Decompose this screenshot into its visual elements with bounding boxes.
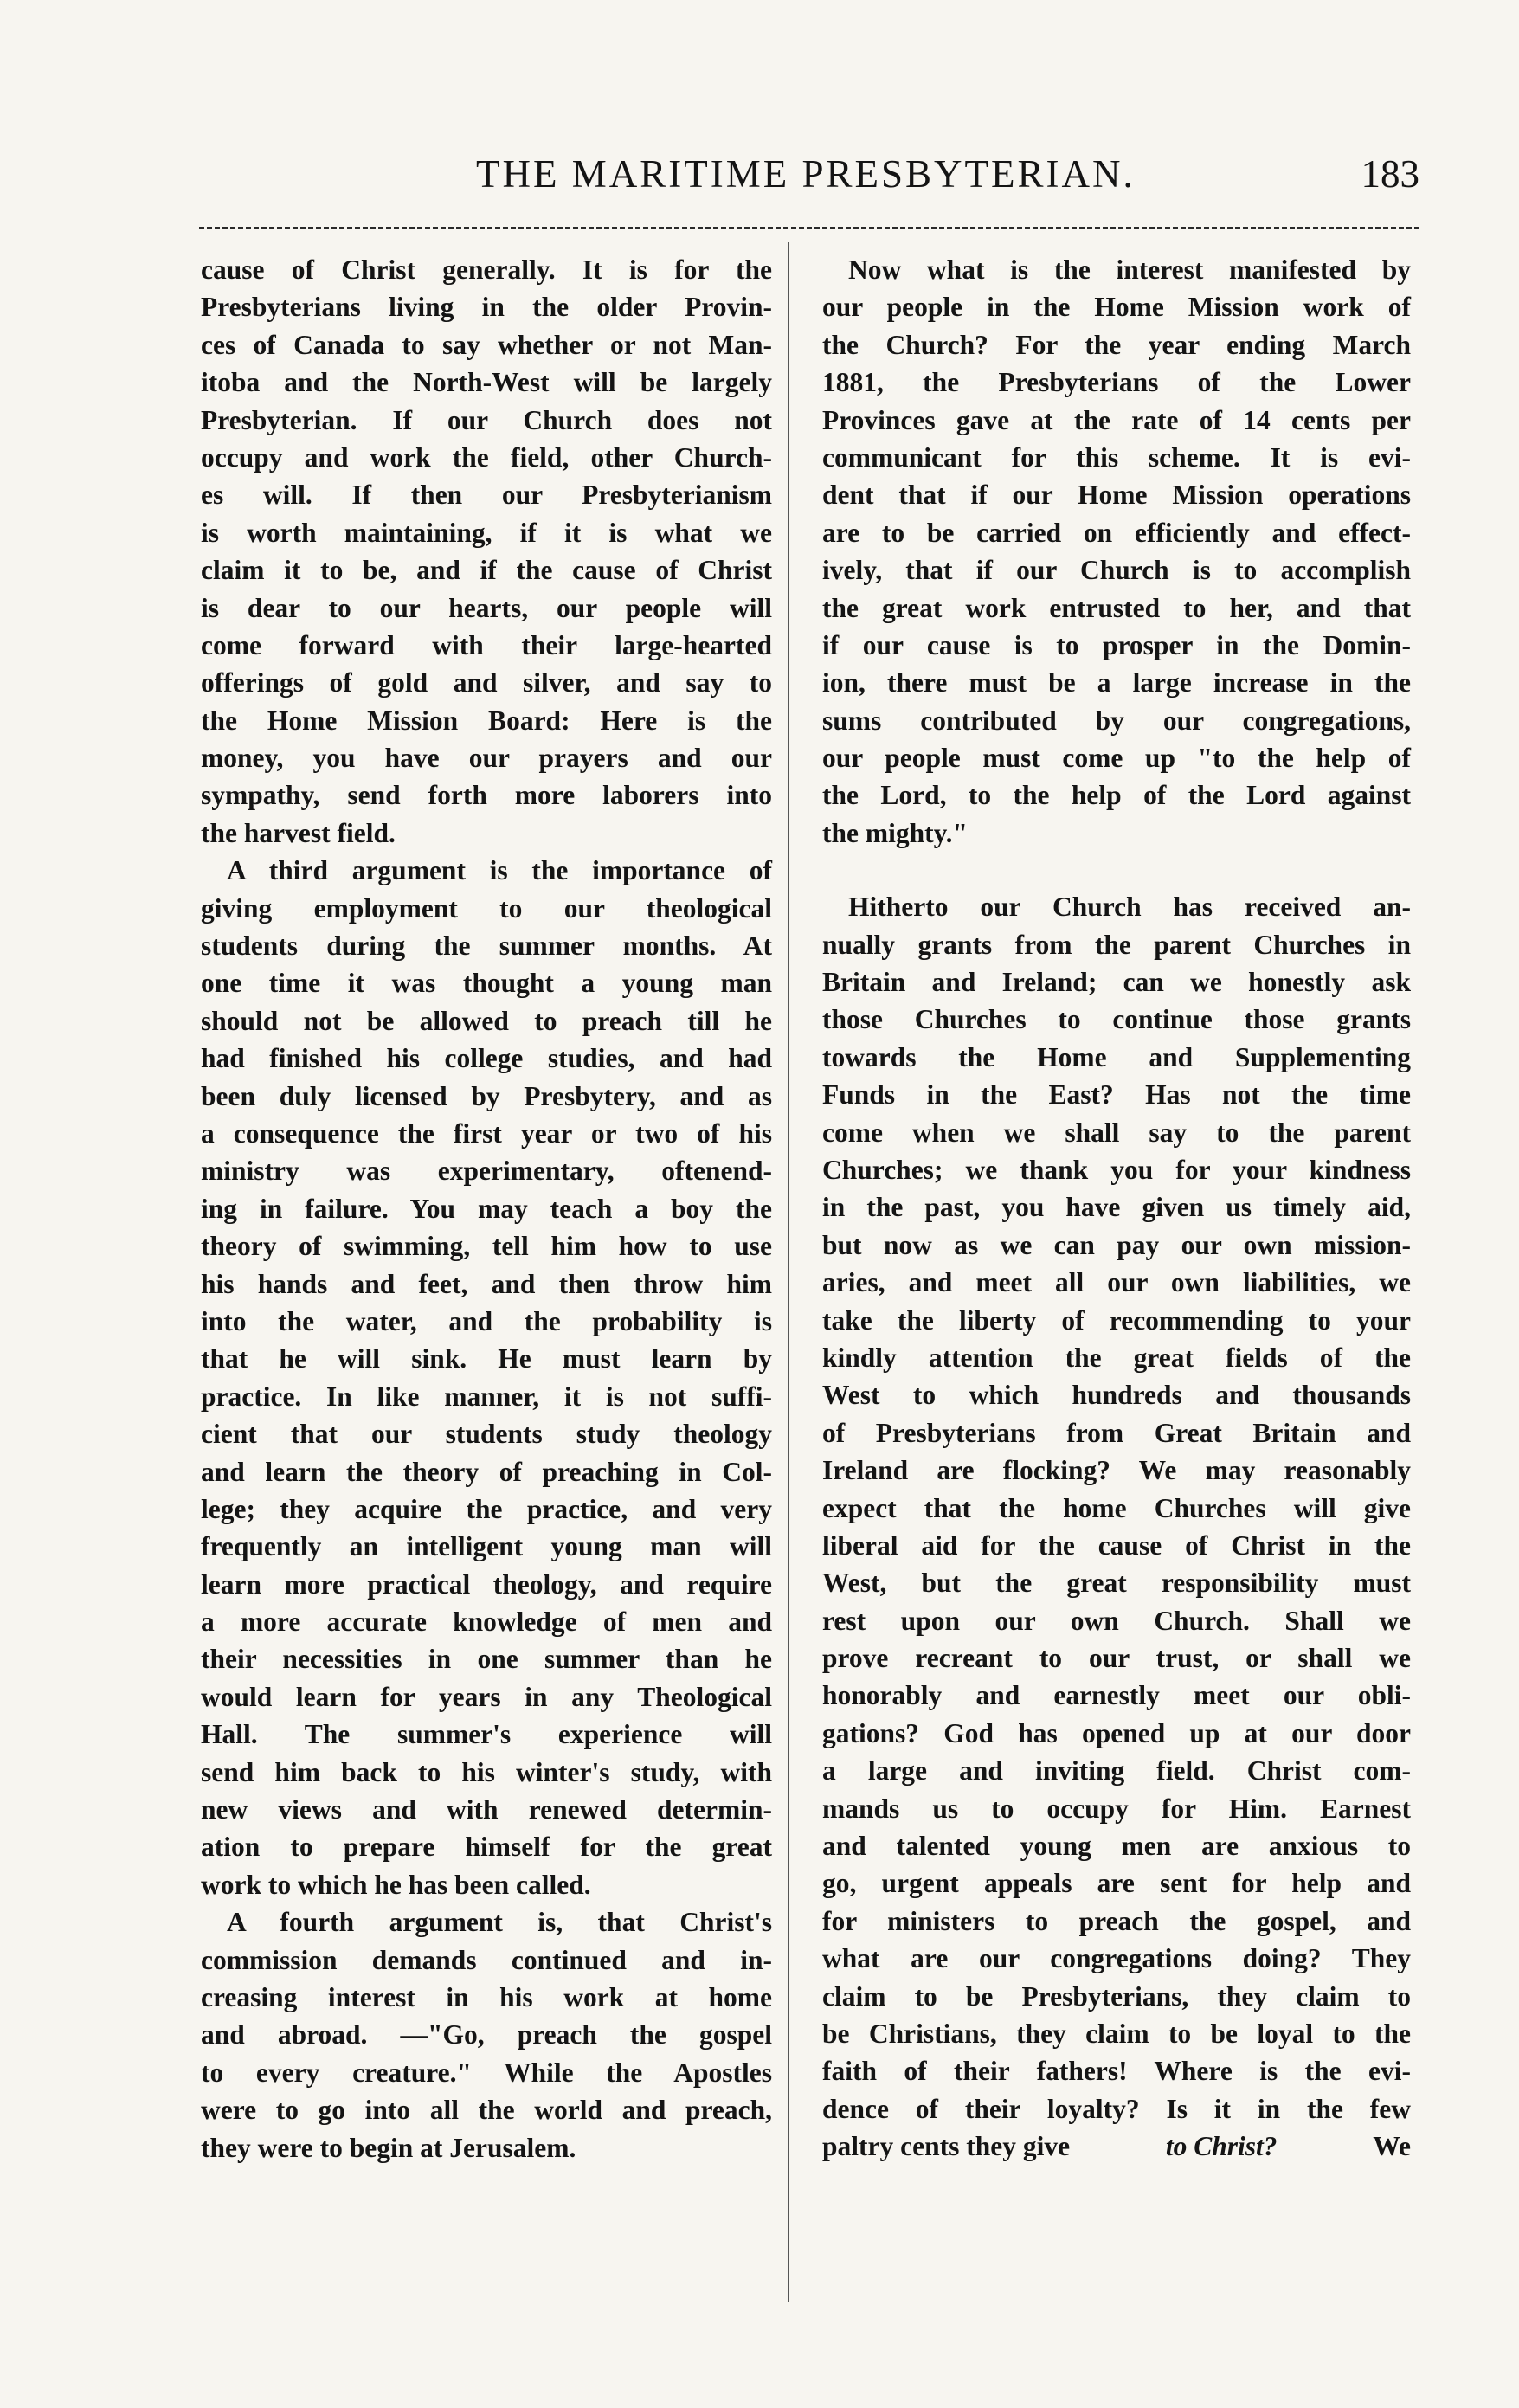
text-line: occupy and work the field, other Church- (201, 441, 772, 473)
text-line: the harvest field. (201, 817, 396, 848)
running-title: THE MARITIME PRESBYTERIAN. (476, 152, 1136, 196)
text-line: Presbyterian. If our Church does not (201, 404, 772, 435)
text-line: Now what is the interest manifested by (848, 254, 1411, 285)
text-line: their necessities in one summer than he (201, 1644, 772, 1675)
text-line: itoba and the North-West will be largely (201, 367, 772, 398)
text-line: communicant for this scheme. It is evi- (822, 441, 1411, 473)
text-line: they were to begin at Jerusalem. (201, 2132, 576, 2163)
text-line: West, but the great responsibility must (822, 1568, 1411, 1599)
text-line: his hands and feet, and then throw him (201, 1268, 772, 1299)
text-line: prove recreant to our trust, or shall we (822, 1643, 1411, 1674)
text-line: Provinces gave at the rate of 14 cents per (822, 404, 1411, 435)
text-line: the mighty." (822, 817, 968, 848)
text-line: ively, that if our Church is to accomplish (822, 555, 1411, 586)
text-line: into the water, and the probability is (201, 1305, 772, 1336)
text-line: students during the summer months. At (201, 930, 772, 962)
text-line: in the past, you have given us timely aid, (822, 1192, 1411, 1223)
text-line: if our cause is to prosper in the Domin- (822, 629, 1411, 660)
left-column (201, 251, 772, 2167)
text-line: sympathy, send forth more laborers into (201, 780, 772, 811)
text-line: what are our congregations doing? They (822, 1943, 1411, 1974)
text-line: the great work entrusted to her, and that (822, 592, 1411, 623)
text-line: ing in failure. You may teach a boy the (201, 1193, 772, 1224)
text-line: those Churches to continue those grants (822, 1004, 1411, 1035)
text-line: creasing interest in his work at home (201, 1981, 772, 2012)
text-line: sums contributed by our congregations, (822, 705, 1411, 736)
text-line: a consequence the first year or two of his (201, 1117, 772, 1149)
text-line: ces of Canada to say whether or not Man- (201, 329, 772, 360)
text-line: our people must come up "to the help of (822, 743, 1411, 774)
text-line: take the liberty of recommending to your (822, 1304, 1411, 1336)
text-line: learn more practical theology, and require (201, 1568, 772, 1600)
text-line: ation to prepare himself for the great (201, 1832, 772, 1863)
text-line: of Presbyterians from Great Britain and (822, 1417, 1411, 1448)
text-line: expect that the home Churches will give (822, 1492, 1411, 1523)
text-line: is worth maintaining, if it is what we (201, 517, 772, 548)
text-line: dent that if our Home Mission operations (822, 480, 1411, 511)
text-line: Ireland are flocking? We may reasonably (822, 1455, 1411, 1486)
text-line: the Church? For the year ending March (822, 329, 1411, 360)
text-line: mands us to occupy for Him. Earnest (822, 1793, 1411, 1824)
final-line-end: We (1373, 2131, 1411, 2162)
header-rule (199, 227, 1419, 229)
text-line: one time it was thought a young man (201, 968, 772, 999)
text-line: are to be carried on efficiently and effect- (822, 517, 1411, 548)
text-line: come when we shall say to the parent (822, 1117, 1411, 1148)
text-line: send him back to his winter's study, with (201, 1756, 772, 1787)
text-line: commission demands continued and in- (201, 1944, 772, 1975)
text-line: a large and inviting field. Christ com- (822, 1755, 1411, 1787)
text-line: cause of Christ generally. It is for the (201, 254, 772, 285)
text-line: rest upon our own Church. Shall we (822, 1605, 1411, 1636)
text-line: claim to be Presbyterians, they claim to (822, 1980, 1411, 2012)
text-line: come forward with their large-hearted (201, 629, 772, 660)
text-line: practice. In like manner, it is not suffi- (201, 1381, 772, 1412)
text-line: lege; they acquire the practice, and very (201, 1493, 772, 1524)
text-line: giving employment to our theological (201, 892, 772, 924)
text-line: kindly attention the great fields of the (822, 1342, 1411, 1373)
right-column (822, 251, 1411, 2166)
text-line: our people in the Home Mission work of (822, 292, 1411, 323)
text-line: gations? God has opened up at our door (822, 1717, 1411, 1748)
text-line: West to which hundreds and thousands (822, 1380, 1411, 1411)
text-line: Presbyterians living in the older Provin- (201, 292, 772, 323)
text-line: liberal aid for the cause of Christ in the (822, 1529, 1411, 1561)
text-line: claim it to be, and if the cause of Christ (201, 555, 772, 586)
text-line: money, you have our prayers and our (201, 743, 772, 774)
text-line: 1881, the Presbyterians of the Lower (822, 367, 1411, 398)
text-line: aries, and meet all our own liabilities, we (822, 1267, 1411, 1298)
text-line: a more accurate knowledge of men and (201, 1606, 772, 1638)
text-line: cient that our students study theology (201, 1419, 772, 1450)
text-line: ministry was experimentary, oftenend- (201, 1156, 772, 1187)
text-line: Hall. The summer's experience will (201, 1719, 772, 1750)
text-line: A fourth argument is, that Christ's (227, 1907, 772, 1938)
text-line: es will. If then our Presbyterianism (201, 480, 772, 511)
text-line: to every creature." While the Apostles (201, 2057, 772, 2088)
text-line: the Home Mission Board: Here is the (201, 705, 772, 736)
text-line: but now as we can pay our own mission- (822, 1229, 1411, 1260)
text-line: go, urgent appeals are sent for help and (822, 1868, 1411, 1899)
final-line-italic: to Christ? (1165, 2131, 1278, 2162)
text-line: new views and with renewed determin- (201, 1794, 772, 1825)
text-line: and talented young men are anxious to (822, 1831, 1411, 1862)
text-line: and learn the theory of preaching in Col- (201, 1456, 772, 1487)
text-line: Hitherto our Church has received an- (848, 892, 1411, 923)
text-line: the Lord, to the help of the Lord against (822, 780, 1411, 811)
text-line: for ministers to preach the gospel, and (822, 1905, 1411, 1936)
text-line: were to go into all the world and preach, (201, 2095, 772, 2126)
text-line: frequently an intelligent young man will (201, 1531, 772, 1562)
text-line: that he will sink. He must learn by (201, 1343, 772, 1375)
text-line: A third argument is the importance of (227, 855, 772, 886)
text-line: be Christians, they claim to be loyal to the (822, 2018, 1411, 2049)
final-line-start: paltry cents they give (822, 2131, 1071, 2162)
text-line: nually grants from the parent Churches in (822, 929, 1411, 960)
text-line: had finished his college studies, and had (201, 1043, 772, 1074)
text-line: should not be allowed to preach till he (201, 1005, 772, 1036)
text-line: dence of their loyalty? Is it in the few (822, 2093, 1411, 2124)
text-line: is dear to our hearts, our people will (201, 592, 772, 623)
page-header (199, 151, 1419, 212)
text-line: honorably and earnestly meet our obli- (822, 1680, 1411, 1711)
text-line: Churches; we thank you for your kindness (822, 1154, 1411, 1185)
page-number: 183 (1361, 152, 1419, 196)
text-line: faith of their fathers! Where is the evi- (822, 2056, 1411, 2087)
text-line: and abroad. —"Go, preach the gospel (201, 2019, 772, 2051)
column-divider (788, 242, 789, 2302)
text-line: offerings of gold and silver, and say to (201, 667, 772, 699)
text-line: would learn for years in any Theological (201, 1681, 772, 1712)
text-line: been duly licensed by Presbytery, and as (201, 1080, 772, 1111)
text-line: Britain and Ireland; can we honestly ask (822, 967, 1411, 998)
paragraph-gap (822, 852, 1411, 888)
text-line: ion, there must be a large increase in the (822, 667, 1411, 699)
text-line-final (822, 2128, 1411, 2165)
text-line: work to which he has been called. (201, 1869, 591, 1900)
text-line: Funds in the East? Has not the time (822, 1079, 1411, 1111)
text-line: towards the Home and Supplementing (822, 1041, 1411, 1072)
text-line: theory of swimming, tell him how to use (201, 1231, 772, 1262)
